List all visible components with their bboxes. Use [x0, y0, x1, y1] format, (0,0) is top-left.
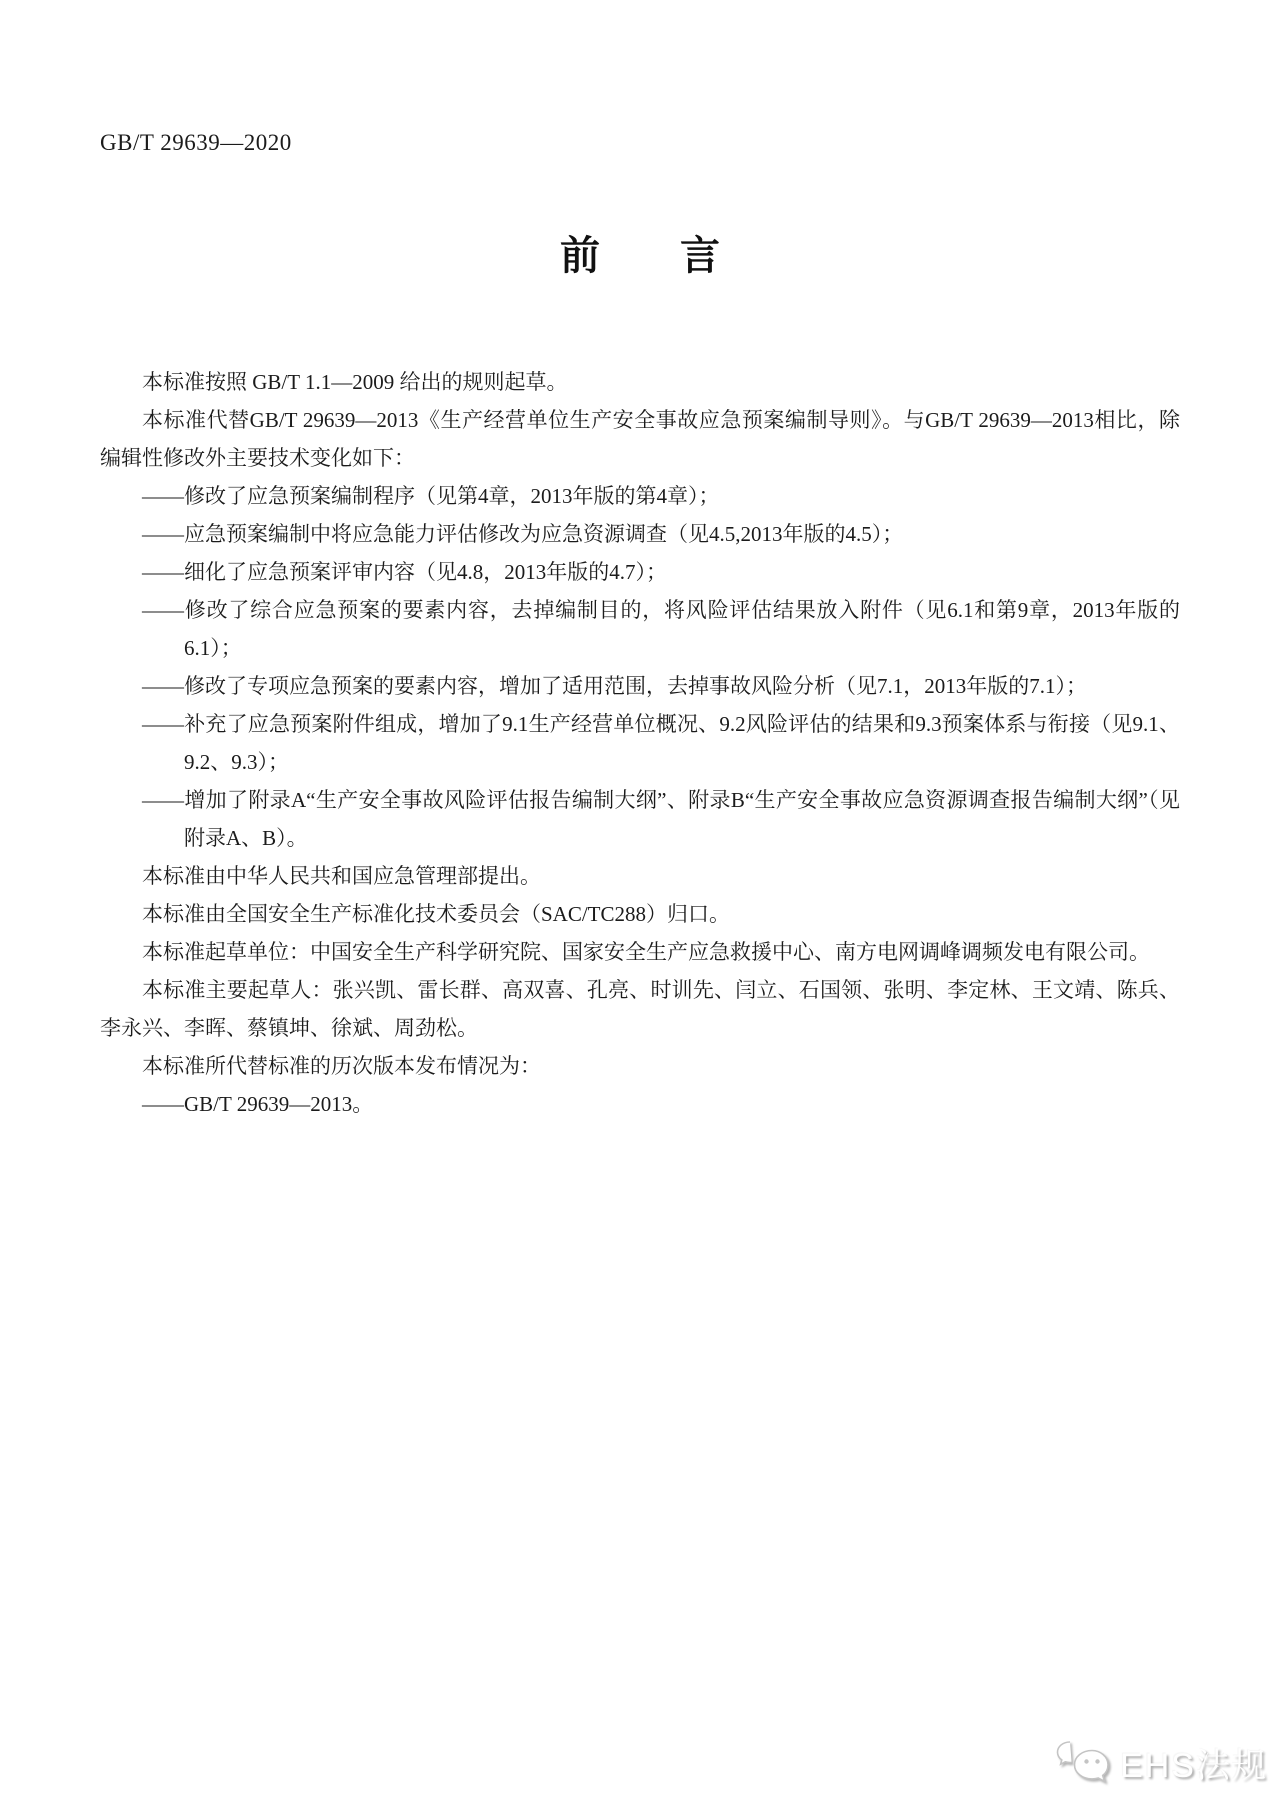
watermark-label: EHS法规: [1120, 1747, 1268, 1785]
foreword-paragraph-drafting-rule: 本标准按照 GB/T 1.1—2009 给出的规则起草。: [142, 370, 568, 394]
previous-edition-item: ——GB/T 29639—2013。: [142, 1092, 374, 1116]
change-item: ——应急预案编制中将应急能力评估修改为应急资源调查（见4.5,2013年版的4.5）；: [142, 522, 904, 546]
foreword-paragraph-drafting-units: 本标准起草单位：中国安全生产科学研究院、国家安全生产应急救援中心、南方电网调峰调频发电有限公司。: [142, 940, 1150, 964]
change-item: ——补充了应急预案附件组成，增加了9.1生产经营单位概况、9.2风险评估的结果和9.3预案体系与衔接（见9.1、9.2、9.3）；: [142, 712, 1180, 774]
wechat-icon: [1056, 1740, 1114, 1786]
foreword-title: 前 言: [560, 234, 720, 278]
change-item: ——修改了应急预案编制程序（见第4章，2013年版的第4章）；: [142, 484, 720, 508]
foreword-paragraph-proposer: 本标准由中华人民共和国应急管理部提出。: [142, 864, 541, 888]
change-item: ——修改了专项应急预案的要素内容，增加了适用范围，去掉事故风险分析（见7.1，2013年版的7.1）；: [142, 674, 1087, 698]
standard-number: GB/T 29639—2020: [100, 130, 292, 155]
foreword-paragraph-replacement: 本标准代替GB/T 29639—2013《生产经营单位生产安全事故应急预案编制导则》。与GB/T 29639—2013相比，除编辑性修改外主要技术变化如下：: [100, 408, 1180, 470]
foreword-body: [100, 363, 1180, 1123]
watermark: [1056, 1738, 1268, 1787]
foreword-paragraph-history-intro: 本标准所代替标准的历次版本发布情况为：: [142, 1054, 541, 1078]
change-item: ——修改了综合应急预案的要素内容，去掉编制目的，将风险评估结果放入附件（见6.1和第9章，2013年版的6.1）；: [142, 598, 1180, 660]
foreword-paragraph-drafters: 本标准主要起草人：张兴凯、雷长群、高双喜、孔亮、时训先、闫立、石国领、张明、李定林、王文靖、陈兵、李永兴、李晖、蔡镇坤、徐斌、周劲松。: [100, 978, 1180, 1040]
change-item: ——细化了应急预案评审内容（见4.8，2013年版的4.7）；: [142, 560, 667, 584]
foreword-paragraph-committee: 本标准由全国安全生产标准化技术委员会（SAC/TC288）归口。: [142, 902, 731, 926]
change-item: ——增加了附录A“生产安全事故风险评估报告编制大纲”、附录B“生产安全事故应急资源调查报告编制大纲”（见附录A、B）。: [142, 788, 1180, 850]
